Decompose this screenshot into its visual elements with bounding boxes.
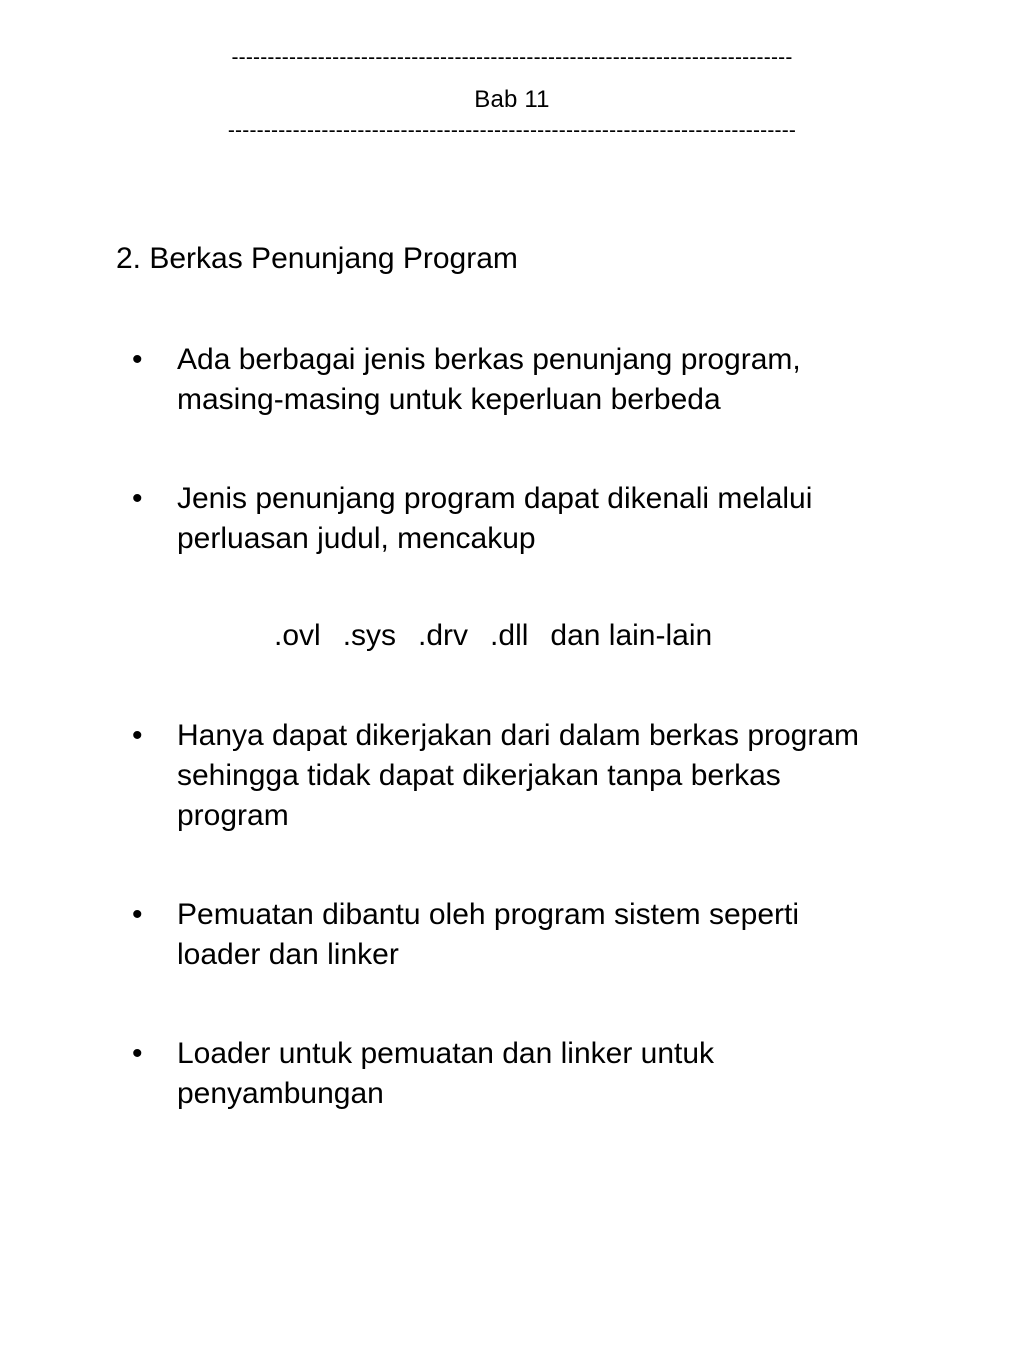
bullet-line: loader dan linker [177,938,399,971]
bullet-item [132,340,972,420]
header-divider-bottom: ------------------------------------------------------------------------------- [227,119,797,142]
bullet-dot-icon: • [132,898,143,931]
bullet-line: perluasan judul, mencakup [177,522,536,555]
extension-ovl: .ovl [274,619,321,652]
bullet-line: Pemuatan dibantu oleh program sistem seperti [177,898,800,931]
chapter-label: Bab 11 [474,86,550,113]
bullet-text [177,340,967,420]
bullet-text [177,479,967,559]
bullet-dot-icon: • [132,719,143,752]
extension-others: dan lain-lain [550,619,713,652]
bullet-dot-icon: • [132,482,143,515]
bullet-dot-icon: • [132,343,143,376]
bullet-text [177,716,967,836]
bullet-text [177,1034,967,1114]
bullet-line: Loader untuk pemuatan dan linker untuk [177,1037,715,1070]
extension-drv: .drv [418,619,469,652]
bullet-item [132,895,972,975]
bullet-line: penyambungan [177,1077,384,1110]
extension-sys: .sys [342,619,397,652]
bullet-line: Hanya dapat dikerjakan dari dalam berkas program [177,719,860,752]
header-divider-top: ------------------------------------------------------------------------------ [231,46,793,69]
bullet-item [132,716,972,836]
bullet-item [132,479,972,559]
bullet-line: Jenis penunjang program dapat dikenali melalui [177,482,813,515]
extension-dll: .dll [490,619,529,652]
file-extension-list [274,618,712,654]
bullet-line: program [177,799,289,832]
bullet-text [177,895,967,975]
bullet-line: sehingga tidak dapat dikerjakan tanpa berkas [177,759,781,792]
section-title: 2. Berkas Penunjang Program [116,242,518,275]
bullet-line: masing-masing untuk keperluan berbeda [177,383,721,416]
bullet-dot-icon: • [132,1037,143,1070]
bullet-line: Ada berbagai jenis berkas penunjang program, [177,343,801,376]
bullet-item [132,1034,972,1114]
